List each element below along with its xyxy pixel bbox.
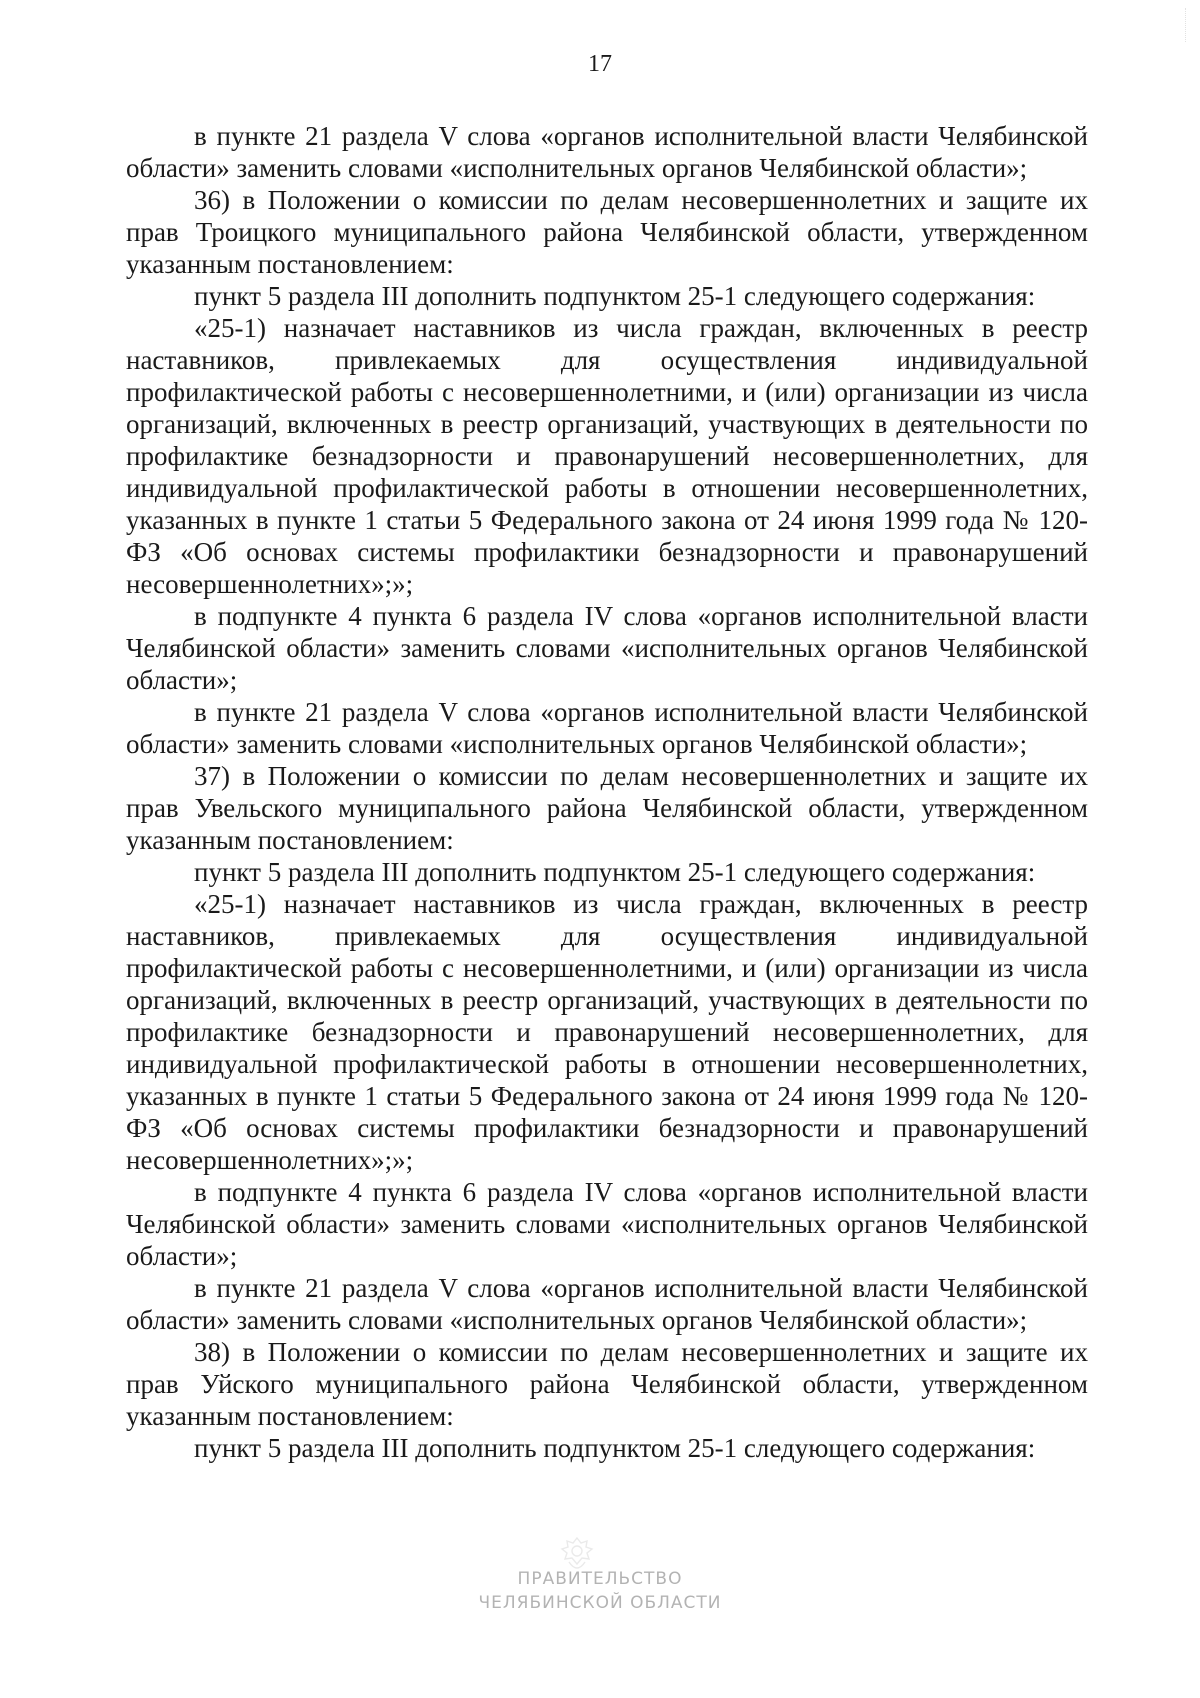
paragraph: «25-1) назначает наставников из числа граждан, включенных в реестр наставников, привлекаемых для осуществления индивидуальной профилактической работы с несовершеннолетними, и (или) организации из числа организаций, включенных в реестр организаций, участвующих в деятельности по профилактике безнадзорности и правонарушений несовершеннолетних, для индивидуальной профилактической работы в отношении несовершеннолетних, указанных в пункте 1 статьи 5 Федерального закона от 24 июня 1999 года № 120-ФЗ «Об основах системы профилактики безнадзорности и правонарушений несовершеннолетних»;»; [126, 313, 1088, 599]
paragraph: в подпункте 4 пункта 6 раздела IV слова «органов исполнительной власти Челябинской области» заменить словами «исполнительных органов Челябинской области»; [126, 1177, 1088, 1271]
paragraph: «25-1) назначает наставников из числа граждан, включенных в реестр наставников, привлекаемых для осуществления индивидуальной профилактической работы с несовершеннолетними, и (или) организации из числа организаций, включенных в реестр организаций, участвующих в деятельности по профилактике безнадзорности и правонарушений несовершеннолетних, для индивидуальной профилактической работы в отношении несовершеннолетних, указанных в пункте 1 статьи 5 Федерального закона от 24 июня 1999 года № 120-ФЗ «Об основах системы профилактики безнадзорности и правонарушений несовершеннолетних»;»; [126, 889, 1088, 1175]
document-body [126, 120, 1088, 1464]
paragraph: пункт 5 раздела III дополнить подпунктом 25-1 следующего содержания: [194, 1433, 1036, 1463]
paragraph: в пункте 21 раздела V слова «органов исполнительной власти Челябинской области» заменить словами «исполнительных органов Челябинской области»; [126, 1273, 1088, 1335]
paragraph: пункт 5 раздела III дополнить подпунктом 25-1 следующего содержания: [194, 857, 1036, 887]
paragraph: в пункте 21 раздела V слова «органов исполнительной власти Челябинской области» заменить словами «исполнительных органов Челябинской области»; [126, 121, 1088, 183]
paragraph: в пункте 21 раздела V слова «органов исполнительной власти Челябинской области» заменить словами «исполнительных органов Челябинской области»; [126, 697, 1088, 759]
page-number: 17 [588, 51, 612, 77]
stamp-line-2: ЧЕЛЯБИНСКОЙ ОБЛАСТИ [478, 1593, 722, 1613]
paragraph: пункт 5 раздела III дополнить подпунктом 25-1 следующего содержания: [194, 281, 1036, 311]
paragraph: 36) в Положении о комиссии по делам несовершеннолетних и защите их прав Троицкого муниципального района Челябинской области, утвержденном указанным постановлением: [126, 185, 1088, 279]
paragraph: 38) в Положении о комиссии по делам несовершеннолетних и защите их прав Уйского муниципального района Челябинской области, утвержденном указанным постановлением: [126, 1337, 1088, 1431]
stamp-line-1: ПРАВИТЕЛЬСТВО [517, 1569, 683, 1589]
scan-artifact [1171, 8, 1186, 42]
paragraph: в подпункте 4 пункта 6 раздела IV слова «органов исполнительной власти Челябинской области» заменить словами «исполнительных органов Челябинской области»; [126, 601, 1088, 695]
paragraph: 37) в Положении о комиссии по делам несовершеннолетних и защите их прав Увельского муниципального района Челябинской области, утвержденном указанным постановлением: [126, 761, 1088, 855]
